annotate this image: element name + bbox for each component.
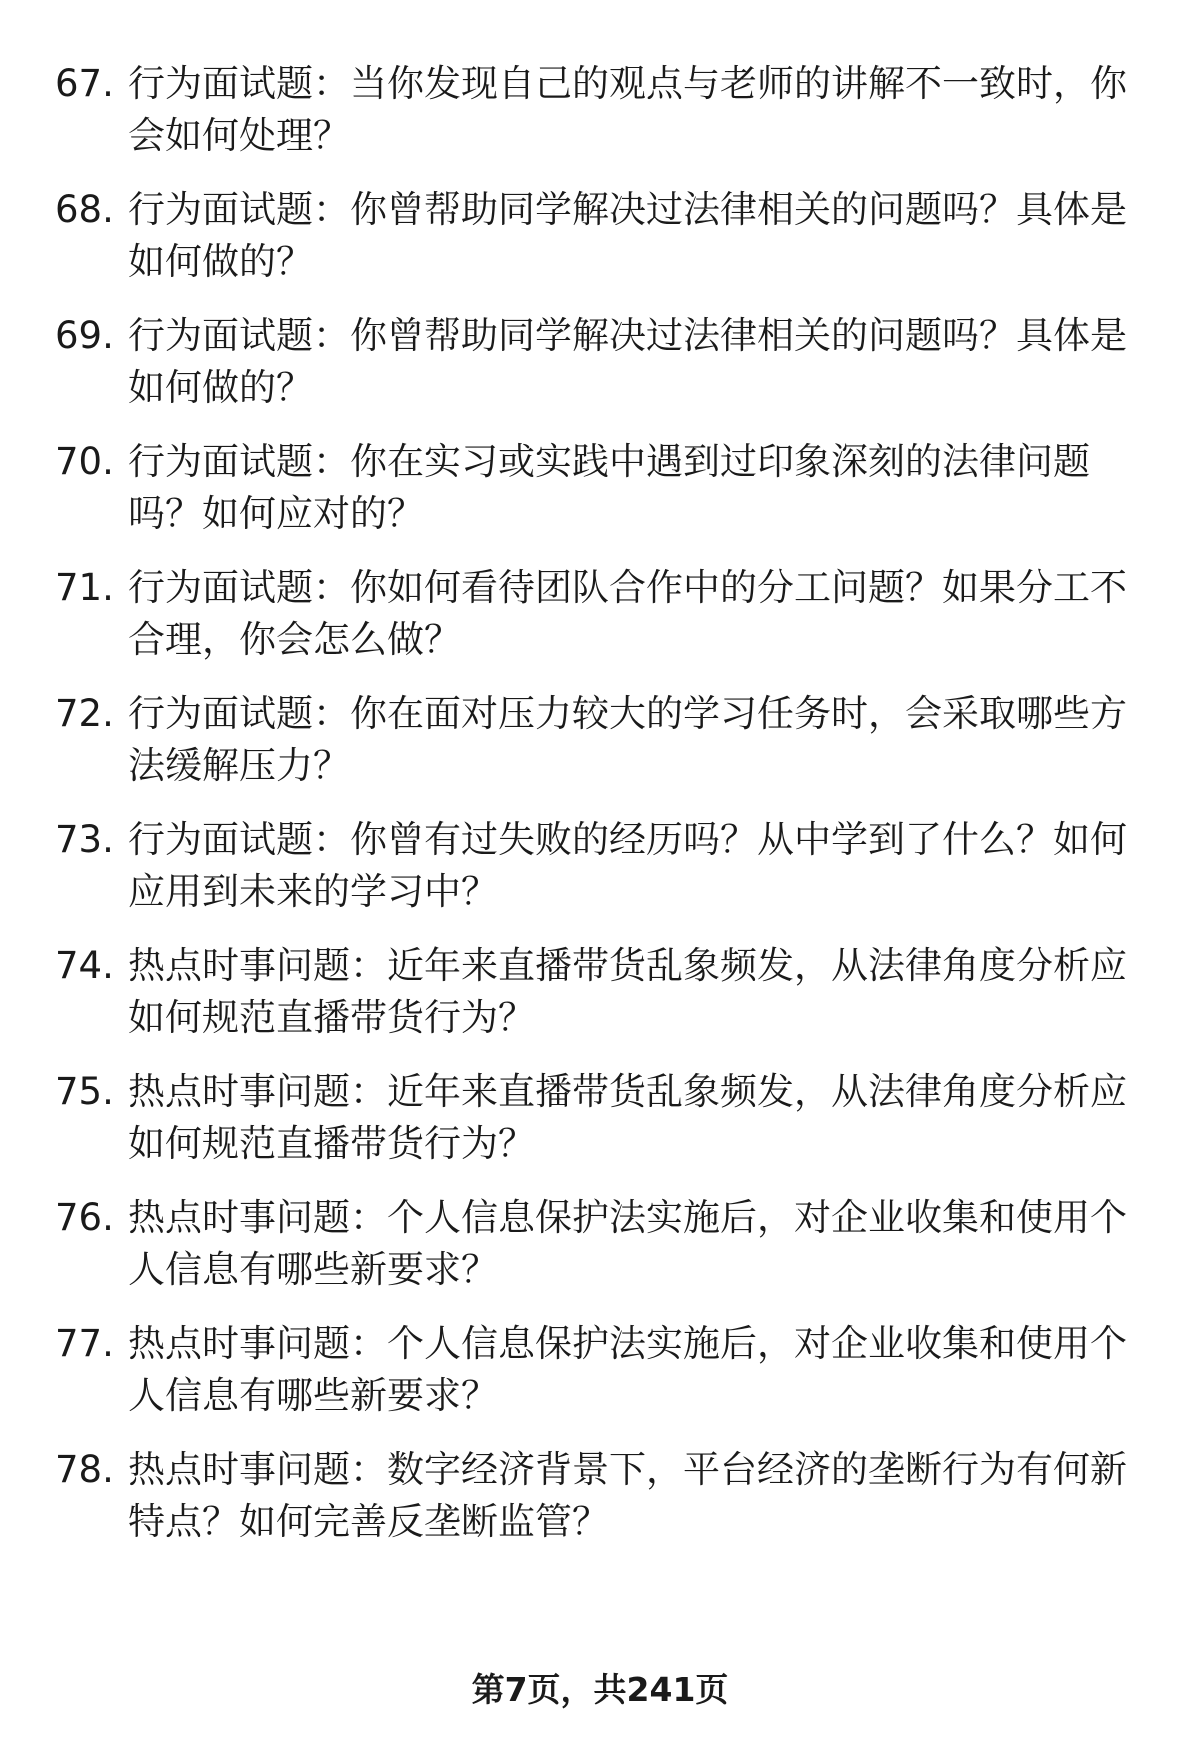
item-number: 70. (55, 440, 114, 483)
list-item (0, 436, 1200, 562)
item-number: 77. (55, 1322, 114, 1365)
item-number: 78. (55, 1448, 114, 1491)
item-number: 75. (55, 1070, 114, 1113)
item-number: 76. (55, 1196, 114, 1239)
item-text: 行为面试题：你曾有过失败的经历吗？从中学到了什么？如何应用到未来的学习中？ (128, 818, 1127, 913)
item-text: 行为面试题：你曾帮助同学解决过法律相关的问题吗？具体是如何做的？ (128, 314, 1127, 409)
item-text: 行为面试题：你如何看待团队合作中的分工问题？如果分工不合理，你会怎么做？ (128, 566, 1127, 661)
list-item (0, 562, 1200, 688)
item-number: 69. (55, 314, 114, 357)
item-number: 72. (55, 692, 114, 735)
list-item (0, 310, 1200, 436)
list-item (0, 1318, 1200, 1444)
list-item (0, 814, 1200, 940)
item-number: 73. (55, 818, 114, 861)
list-item (0, 184, 1200, 310)
list-item (0, 1066, 1200, 1192)
item-text: 行为面试题：当你发现自己的观点与老师的讲解不一致时，你会如何处理？ (128, 62, 1127, 157)
item-text: 热点时事问题：数字经济背景下，平台经济的垄断行为有何新特点？如何完善反垄断监管？ (128, 1448, 1127, 1543)
list-item (0, 1192, 1200, 1318)
item-text: 热点时事问题：近年来直播带货乱象频发，从法律角度分析应如何规范直播带货行为？ (128, 944, 1127, 1039)
list-item (0, 1444, 1200, 1570)
item-text: 热点时事问题：个人信息保护法实施后，对企业收集和使用个人信息有哪些新要求？ (128, 1196, 1127, 1291)
list-item (0, 940, 1200, 1066)
question-list (0, 58, 1200, 1570)
item-text: 热点时事问题：个人信息保护法实施后，对企业收集和使用个人信息有哪些新要求？ (128, 1322, 1127, 1417)
item-number: 68. (55, 188, 114, 231)
item-number: 74. (55, 944, 114, 987)
page-number: 第7页，共241页 (471, 1670, 729, 1709)
item-text: 行为面试题：你在面对压力较大的学习任务时，会采取哪些方法缓解压力？ (128, 692, 1127, 787)
item-text: 热点时事问题：近年来直播带货乱象频发，从法律角度分析应如何规范直播带货行为？ (128, 1070, 1127, 1165)
list-item (0, 688, 1200, 814)
list-item (0, 58, 1200, 184)
item-text: 行为面试题：你在实习或实践中遇到过印象深刻的法律问题吗？如何应对的？ (128, 440, 1090, 535)
item-number: 67. (55, 62, 114, 105)
item-number: 71. (55, 566, 114, 609)
item-text: 行为面试题：你曾帮助同学解决过法律相关的问题吗？具体是如何做的？ (128, 188, 1127, 283)
